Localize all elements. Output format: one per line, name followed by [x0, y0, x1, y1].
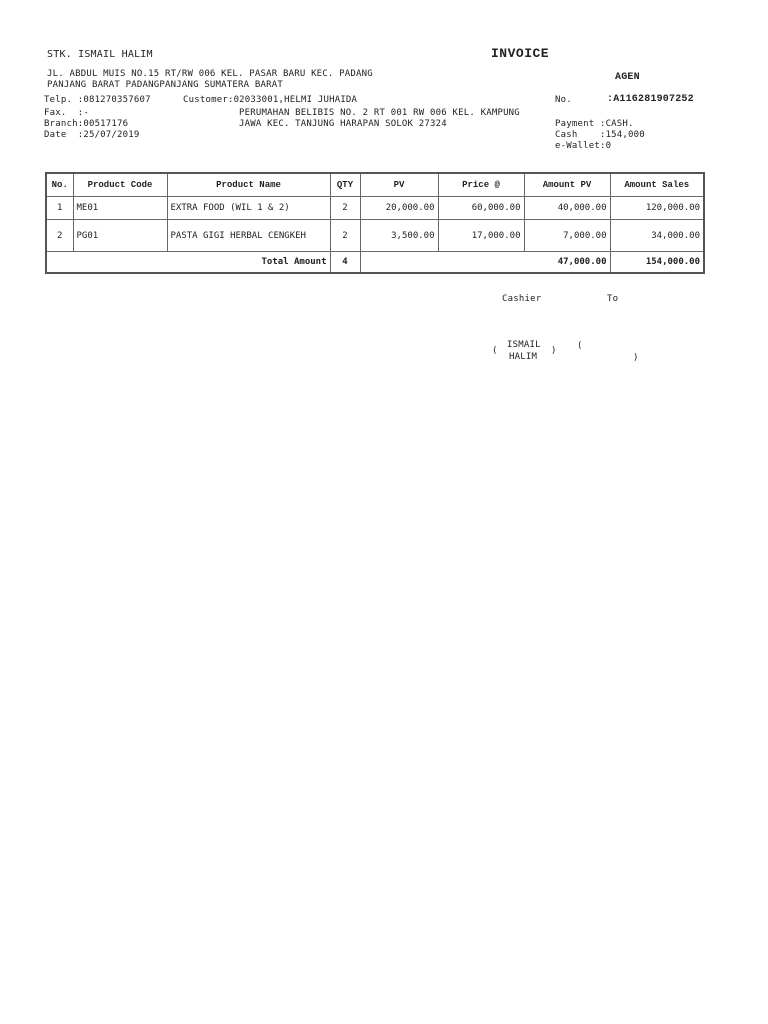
cashier-name-line1: ISMAIL	[507, 340, 541, 350]
company-name: STK. ISMAIL HALIM	[47, 49, 153, 60]
table-header-row	[46, 173, 704, 197]
total-amount-pv: 47,000.00	[360, 252, 610, 274]
table-row	[46, 197, 704, 220]
header-no: No.	[46, 173, 73, 197]
payment-ewallet: e-Wallet:0	[555, 141, 612, 151]
cell-product-name: PASTA GIGI HERBAL CENGKEH	[167, 220, 330, 252]
to-open-paren: (	[577, 341, 583, 351]
cell-product-name: EXTRA FOOD (WIL 1 & 2)	[167, 197, 330, 220]
cell-amount-sales: 34,000.00	[610, 220, 704, 252]
invoice-title: INVOICE	[491, 46, 550, 61]
cell-amount-pv: 40,000.00	[524, 197, 610, 220]
invoice-no-value: :A116281907252	[607, 94, 694, 105]
cell-product-code: ME01	[73, 197, 167, 220]
cashier-open-paren: (	[492, 346, 498, 356]
header-pv: PV	[360, 173, 438, 197]
header-product-name: Product Name	[167, 173, 330, 197]
cell-amount-sales: 120,000.00	[610, 197, 704, 220]
cell-pv: 20,000.00	[360, 197, 438, 220]
cell-amount-pv: 7,000.00	[524, 220, 610, 252]
header-amount-sales: Amount Sales	[610, 173, 704, 197]
items-table	[45, 172, 705, 274]
customer-line2: PERUMAHAN BELIBIS NO. 2 RT 001 RW 006 KEL. KAMPUNG	[239, 108, 520, 118]
invoice-date: Date :25/07/2019	[44, 130, 140, 140]
header-amount-pv: Amount PV	[524, 173, 610, 197]
company-address-line2: PANJANG BARAT PADANGPANJANG SUMATERA BARAT	[47, 80, 283, 90]
cashier-label: Cashier	[502, 294, 542, 304]
company-telp: Telp. :081270357607	[44, 95, 151, 105]
payment-cash: Cash :154,000	[555, 130, 645, 140]
company-address-line1: JL. ABDUL MUIS NO.15 RT/RW 006 KEL. PASAR BARU KEC. PADANG	[47, 69, 373, 79]
company-branch: Branch:00517176	[44, 119, 129, 129]
customer-line1: Customer:02033001,HELMI JUHAIDA	[183, 95, 358, 105]
header-qty: QTY	[330, 173, 360, 197]
cell-no: 2	[46, 220, 73, 252]
total-amount-sales: 154,000.00	[610, 252, 704, 274]
customer-line3: JAWA KEC. TANJUNG HARAPAN SOLOK 27324	[239, 119, 447, 129]
cell-qty: 2	[330, 220, 360, 252]
cell-price: 60,000.00	[438, 197, 524, 220]
to-label: To	[607, 294, 619, 304]
table-row	[46, 220, 704, 252]
cell-price: 17,000.00	[438, 220, 524, 252]
total-label: Total Amount	[46, 252, 330, 274]
cell-product-code: PG01	[73, 220, 167, 252]
document-type-label: AGEN	[615, 72, 640, 83]
cell-pv: 3,500.00	[360, 220, 438, 252]
cashier-name-line2: HALIM	[509, 352, 538, 362]
total-row	[46, 252, 704, 274]
payment-method: Payment :CASH.	[555, 119, 634, 129]
header-product-code: Product Code	[73, 173, 167, 197]
to-close-paren: )	[633, 353, 639, 363]
header-price: Price @	[438, 173, 524, 197]
cell-qty: 2	[330, 197, 360, 220]
cashier-close-paren: )	[551, 346, 557, 356]
company-fax: Fax. :-	[44, 108, 89, 118]
invoice-no-label: No.	[555, 95, 572, 105]
cell-no: 1	[46, 197, 73, 220]
total-qty: 4	[330, 252, 360, 274]
